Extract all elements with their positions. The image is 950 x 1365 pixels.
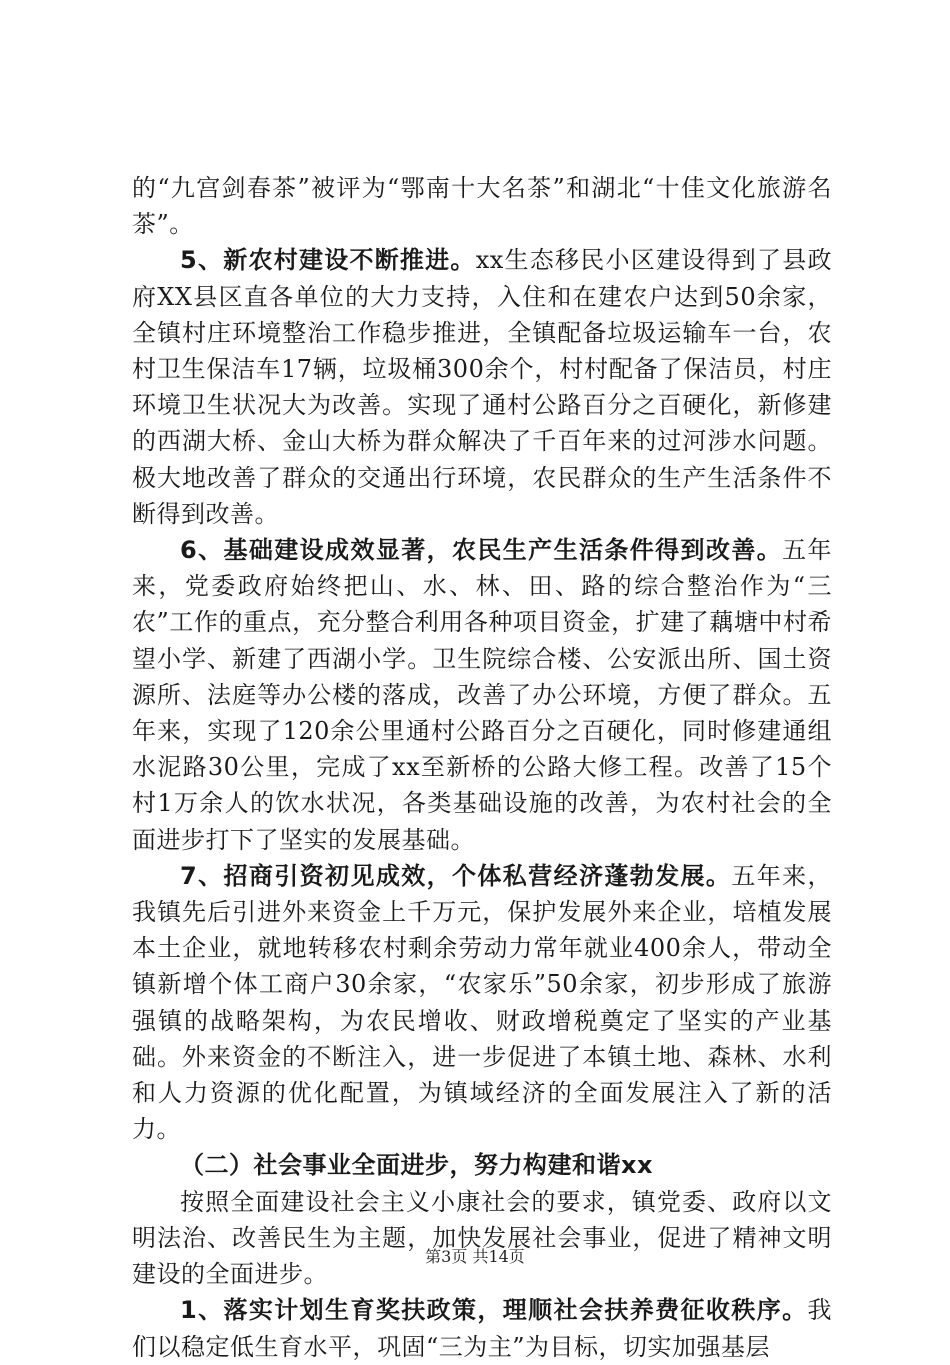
paragraph-2 (132, 532, 832, 858)
paragraph-2-heading: 6、基础建设成效显著，农民生产生活条件得到改善。 (180, 536, 783, 565)
paragraph-1-text: xx生态移民小区建设得到了县政府XX县区直各单位的大力支持，入住和在建农户达到50余家，全镇村庄环境整治工作稳步推进，全镇配备垃圾运输车一台，农村卫生保洁车17辆，垃圾桶300余个，村村配备了保洁员，村庄环境卫生状况大为改善。实现了通村公路百分之百硬化，新修建的西湖大桥、金山大桥为群众解决了千百年来的过河涉水问题。极大地改善了群众的交通出行环境，农民群众的生产生活条件不断得到改善。 (132, 246, 832, 528)
paragraph-0-text: 的“九宫剑春茶”被评为“鄂南十大名茶”和湖北“十佳文化旅游名茶”。 (132, 174, 832, 239)
paragraph-6 (132, 1292, 832, 1364)
paragraph-0 (132, 170, 832, 242)
paragraph-3-heading: 7、招商引资初见成效，个体私营经济蓬勃发展。 (180, 861, 732, 890)
paragraph-5-text: 按照全面建设社会主义小康社会的要求，镇党委、政府以文明法治、改善民生为主题，加快发展社会事业，促进了精神文明建设的全面进步。 (132, 1187, 832, 1289)
paragraph-3 (132, 858, 832, 1148)
paragraph-6-heading: 1、落实计划生育奖扶政策，理顺社会扶养费征收秩序。 (180, 1296, 808, 1325)
paragraph-2-text: 五年来，党委政府始终把山、水、林、田、路的综合整治作为“三农”工作的重点，充分整合利用各种项目资金，扩建了藕塘中村希望小学、新建了西湖小学。卫生院综合楼、公安派出所、国土资源所、法庭等办公楼的落成，改善了办公环境，方便了群众。五年来，实现了120余公里通村公路百分之百硬化，同时修建通组水泥路30公里，完成了xx至新桥的公路大修工程。改善了15个村1万余人的饮水状况，各类基础设施的改善，为农村社会的全面进步打下了坚实的发展基础。 (132, 536, 833, 854)
page-number-label: 第3页 共14页 (425, 1247, 525, 1266)
paragraph-5 (132, 1184, 832, 1293)
document-body (132, 170, 832, 1365)
section-heading-text: （二）社会事业全面进步，努力构建和谐xx (180, 1151, 653, 1180)
paragraph-1-heading: 5、新农村建设不断推进。 (180, 246, 476, 275)
page-footer (0, 1244, 950, 1267)
paragraph-3-text: 五年来，我镇先后引进外来资金上千万元，保护发展外来企业，培植发展本土企业，就地转移农村剩余劳动力常年就业400余人，带动全镇新增个体工商户30余家，“农家乐”50余家，初步形成了旅游强镇的战略架构，为农民增收、财政增税奠定了坚实的产业基础。外来资金的不断注入，进一步促进了本镇土地、森林、水利和人力资源的优化配置，为镇域经济的全面发展注入了新的活力。 (132, 861, 833, 1144)
paragraph-1 (132, 242, 832, 532)
paragraph-6-text: 我们以稳定低生育水平，巩固“三为主”为目标，切实加强基层 (132, 1296, 832, 1361)
section-heading (132, 1147, 832, 1183)
